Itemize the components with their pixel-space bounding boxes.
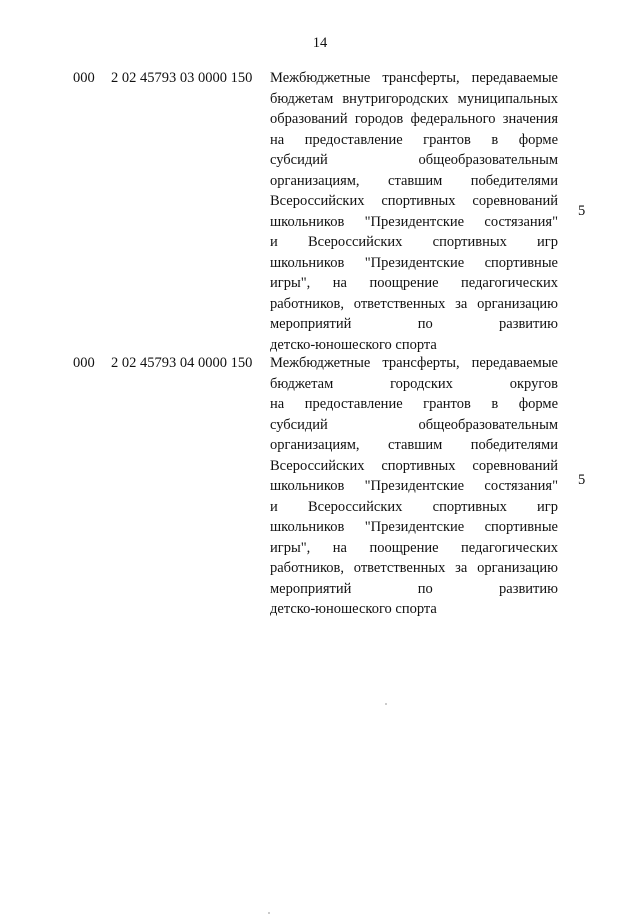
description-line: субсидий общеобразовательным	[270, 152, 558, 168]
description-line: и Всероссийских спортивных игр	[270, 234, 558, 250]
description-line: Всероссийских спортивных соревнований	[270, 457, 558, 474]
description-line: образований городов федерального значения	[270, 111, 558, 127]
description-line: на предоставление грантов в форме	[270, 396, 558, 412]
description-line: игры", на поощрение педагогических	[270, 539, 558, 556]
page-number: 14	[312, 35, 328, 51]
description-line: работников, ответственных за организацию	[270, 295, 558, 312]
admin-code: 000	[73, 355, 95, 371]
description-line: Всероссийских спортивных соревнований	[270, 193, 558, 209]
description-line: субсидий общеобразовательным	[270, 416, 558, 433]
description-line: работников, ответственных за организацию	[270, 560, 558, 576]
description-line: бюджетам внутригородских муниципальных	[270, 90, 558, 107]
budget-classification-code: 2 02 45793 04 0000 150	[111, 355, 253, 371]
description-line: школьников "Президентские состязания"	[270, 478, 558, 494]
admin-code: 000	[73, 70, 95, 86]
amount-value: 5	[578, 472, 586, 488]
description-line: мероприятий по развитию	[270, 580, 558, 597]
income-description	[270, 68, 558, 355]
budget-classification-code: 2 02 45793 03 0000 150	[111, 70, 253, 86]
scan-speck	[385, 703, 387, 705]
description-line: организациям, ставшим победителями	[270, 172, 558, 189]
scan-speck	[268, 912, 270, 914]
description-line: детско-юношеского спорта	[270, 601, 437, 617]
description-line: игры", на поощрение педагогических	[270, 275, 558, 291]
description-line: на предоставление грантов в форме	[270, 131, 558, 148]
amount-value: 5	[578, 203, 586, 219]
description-line: детско-юношеского спорта	[270, 336, 437, 353]
description-line: школьников "Президентские спортивные	[270, 254, 558, 271]
description-line: и Всероссийских спортивных игр	[270, 498, 558, 515]
description-line: школьников "Президентские спортивные	[270, 519, 558, 535]
description-line: бюджетам городских округов	[270, 375, 558, 392]
description-line: Межбюджетные трансферты, передаваемые	[270, 355, 558, 371]
description-line: школьников "Президентские состязания"	[270, 213, 558, 230]
description-line: Межбюджетные трансферты, передаваемые	[270, 70, 558, 86]
description-line: организациям, ставшим победителями	[270, 437, 558, 453]
income-description	[270, 353, 558, 620]
description-line: мероприятий по развитию	[270, 316, 558, 332]
